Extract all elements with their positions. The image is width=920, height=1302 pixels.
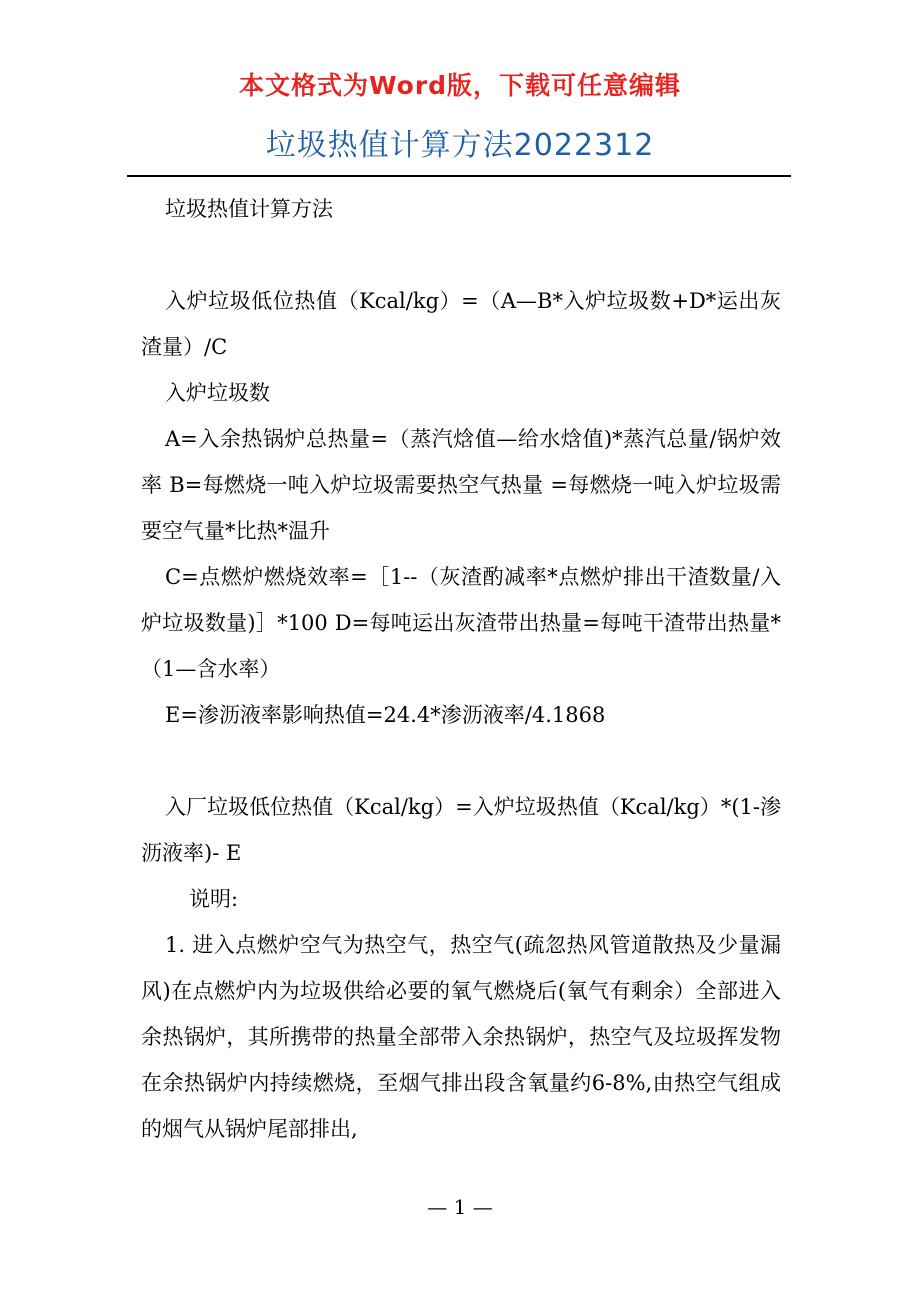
paragraph-notes-label: 说明: (189, 887, 239, 911)
header-rule (127, 175, 791, 177)
blank-line (141, 738, 781, 784)
paragraph-heading: 垃圾热值计算方法 (165, 197, 333, 221)
page-number: — 1 — (427, 1195, 493, 1219)
paragraph-furnace-count: 入炉垃圾数 (165, 381, 270, 405)
paragraph-formula-plant: 入厂垃圾低位热值（Kcal/kg）=入炉垃圾热值（Kcal/kg）*(1-渗沥液率)- E (141, 795, 781, 865)
paragraph-note-1: 1. 进入点燃炉空气为热空气，热空气(疏忽热风管道散热及少量漏风)在点燃炉内为垃圾供给必要的氧气燃烧后(氧气有剩余）全部进入余热锅炉，其所携带的热量全部带入余热锅炉，热空气及垃圾挥发物在余热锅炉内持续燃烧，至烟气排出段含氧量约6-8%,由热空气组成的烟气从锅炉尾部排出, (141, 933, 781, 1141)
paragraph-definition-e: E=渗沥液率影响热值=24.4*渗沥液率/4.1868 (165, 703, 606, 727)
document-title: 垃圾热值计算方法2022312 (265, 128, 655, 163)
document-body (141, 186, 781, 1152)
download-banner: 本文格式为Word版，下载可任意编辑 (238, 71, 682, 100)
paragraph-formula-furnace: 入炉垃圾低位热值（Kcal/kg）=（A—B*入炉垃圾数+D*运出灰渣量）/C (141, 289, 781, 359)
paragraph-definition-c-d: C=点燃炉燃烧效率=［1--（灰渣酌减率*点燃炉排出干渣数量/入炉垃圾数量)］*100 D=每吨运出灰渣带出热量=每吨干渣带出热量*（1—含水率） (141, 565, 781, 681)
blank-line (141, 232, 781, 278)
paragraph-definition-a-b: A=入余热锅炉总热量=（蒸汽焓值—给水焓值)*蒸汽总量/锅炉效率 B=每燃烧一吨入炉垃圾需要热空气热量 =每燃烧一吨入炉垃圾需要空气量*比热*温升 (141, 427, 781, 543)
